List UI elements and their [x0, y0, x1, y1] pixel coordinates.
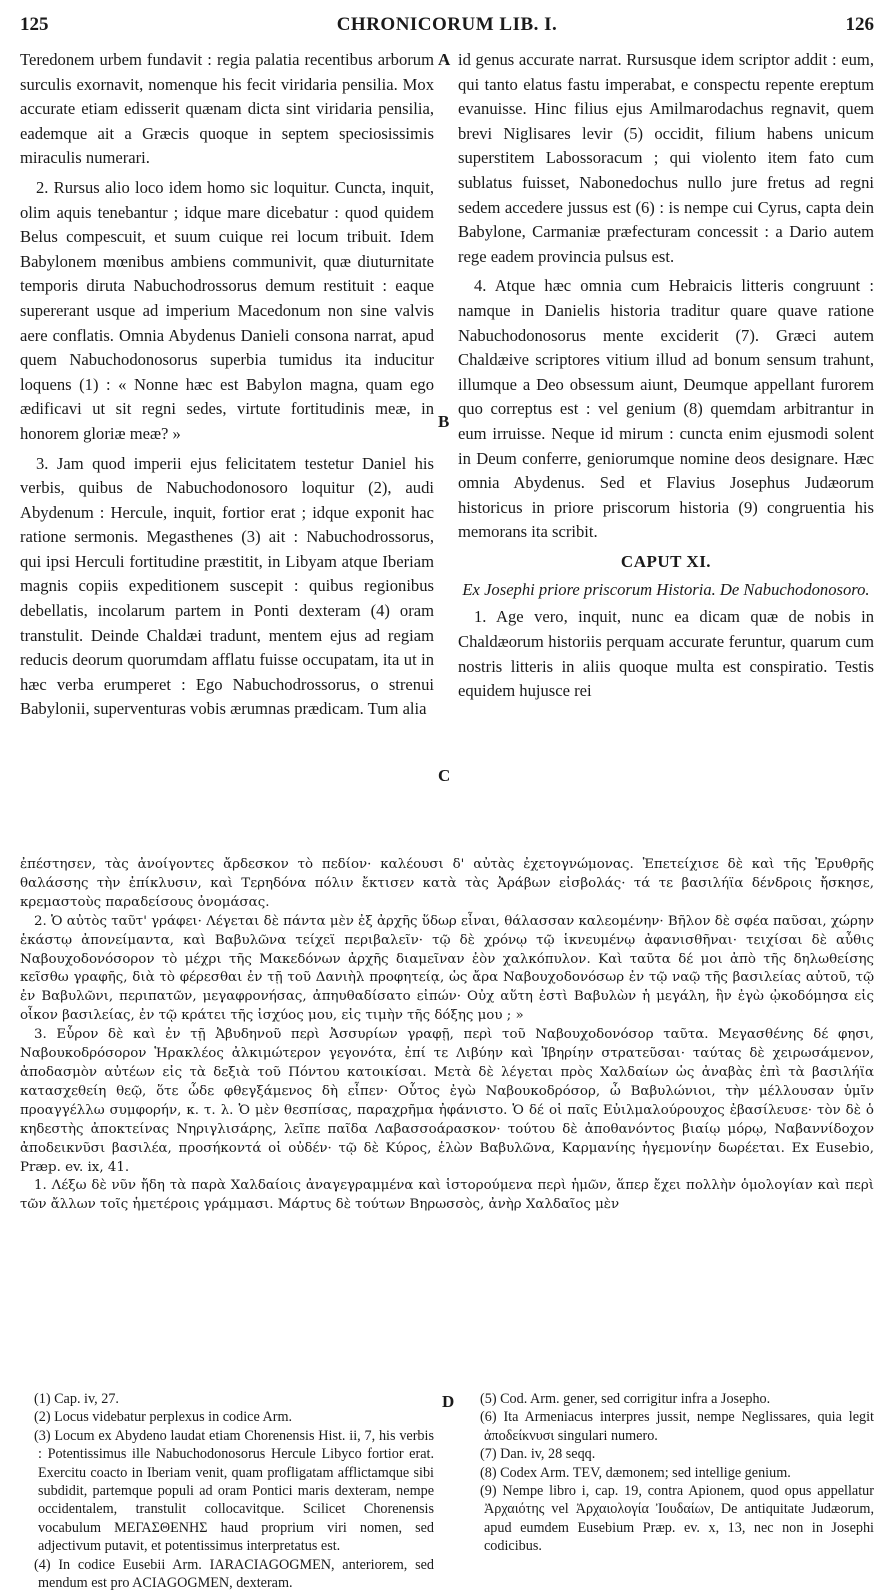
paragraph: id genus accurate narrat. Rursusque idem scriptor addit : eum, qui tanto elatus fastu imperabat, e conspectu repente ereptum evanuisse. Hinc filius ejus Amilmarodachus regnavit, quem brevi Niglisares levir (5) occidit, filium habens unicum superstitem Labossoracum ; qui violento item fato cum sublatus fuisset, Nabonedochus nullo jure fretus ad regni sedem accedere jussus est (6) : is nempe cui Cyrus, capta dein Babylone, Carmaniæ præfecturam concessit : a Dario autem rege eadem provincia pulsus est. [458, 50, 874, 266]
chapter-subtitle: Ex Josephi priore priscorum Historia. De Nabuchodonosoro. [462, 580, 870, 600]
chapter-title: CAPUT XI. [620, 551, 712, 571]
paragraph: 3. Jam quod imperii ejus felicitatem testetur Daniel his verbis, quibus de Nabuchodonosoro loquitur (2), audi Abydenum : Hercule, inquit, fortior erat ; idque exponit hac ratione sermonis. Megasthenes (3) ait : Nabuchodrossorus, qui ipsi Herculi fortitudine præstitit, in Libyam atque Iberiam magnis copiis expeditionem suscepit : quibus regionibus debellatis, incolarum partem in Ponti dexteram (4) oram transtulit. Deinde Chaldæi tradunt, mentem ejus ad regiam reducis deorum quorumdam afflatu fuisse occupatam, ita ut in hæc verba erumperet : Ego Nabuchodrossorus, o strenui Babylonii, superventuras vobis ærumnas prædicam. Tum alia [20, 453, 434, 719]
left-column [20, 48, 434, 727]
margin-marker-a: A [438, 50, 451, 69]
running-title: CHRONICORUM LIB. I. [336, 14, 558, 35]
margin-marker-c: C [438, 766, 451, 785]
page-number-left: 125 [20, 14, 49, 35]
footnote: (1) Cap. iv, 27. [34, 1391, 119, 1407]
right-column [458, 48, 874, 709]
footnote: (6) Ita Armeniacus interpres jussit, nempe Neglissares, quia legit ἀποδείκνυσι singulari numero. [480, 1409, 874, 1444]
page-number-right: 126 [845, 14, 874, 35]
footnote: (8) Codex Arm. TEV, dæmonem; sed intellige genium. [480, 1464, 791, 1481]
greek-text-block [20, 856, 874, 1215]
paragraph: 2. Rursus alio loco idem homo sic loquitur. Cuncta, inquit, olim aquis tenebantur ; idque mare dicebatur : quod quidem Belus compescuit, et suum cuique rei locum tribuit. Idem Babylonem mœnibus ambiens communivit, quæ diuturnitate temporis diruta Nabuchodrossorus demum restituit : eaque supererant usque ad imperium Macedonum non sine valvis aere conflatis. Omnia Abydenus Danieli consona narrat, apud quem Nabuchodonosorus superbia tumidus ita inducitur loquens (1) : « Nonne hæc est Babylon magna, quam ego ædificavi ut sit regni sedes, virtute fortitudinis meæ, in honorem gloriæ meæ? » [20, 177, 434, 443]
paragraph: 1. Age vero, inquit, nunc ea dicam quæ de nobis in Chaldæorum historiis perquam accurate feruntur, quarum cum nostris litteris in aliis quoque multa est conspiratio. Testis equidem hujusce rei [458, 607, 874, 701]
footnotes-left [20, 1390, 434, 1592]
margin-marker-b: B [438, 412, 450, 431]
margin-marker-d: D [442, 1392, 455, 1411]
footnote: (7) Dan. iv, 28 seqq. [480, 1446, 596, 1463]
greek-paragraph: 3. Εὗρον δὲ καὶ ἐν τῇ Ἀβυδηνοῦ περὶ Ἀσσυρίων γραφῇ, περὶ τοῦ Ναβουχοδονόσορ ταῦτα. Μεγασθένης δέ φησι, Ναβουκοδρόσορον Ἡρακλέος ἀλκιμώτερον γεγονότα, ἐπί τε Λιβύην καὶ Ἰβηρίην στρατεῦσαι· ταύτας δὲ χειρωσάμενον, ἀποδασμὸν αὐτέων εἰς τὰ δεξιὰ τοῦ Πόντου κατοικίσαι. Μετὰ δὲ λέγεται πρὸς Χαλδαίων ὡς ἀναβὰς ἐπὶ τὰ βασιλήϊα κατασχεθείη θεῷ, ὅτε ὧδε φθεγξάμενος δὴ εἶπεν· Οὗτος ἐγὼ Ναβουκοδρόσορ, ὦ Βαβυλώνιοι, τὴν μέλλουσαν ὑμῖν προαγγέλλω συμφορήν, κ. τ. λ. Ὁ μὲν θεσπίσας, παραχρῆμα ἠφάνιστο. Ὁ δέ οἱ παῖς Εὐιλμαλούρουχος ἐβασίλευσε· τὸν δὲ ὁ κηδεστὴς ἀποκτείνας Νηριγλισάρης, λεῖπε παῖδα Λαβασσοάρασκον· τούτου δὲ ἀποθανόντος βιαίῳ μόρῳ, Ναβαννίδοχον ἀποδεικνῦσι βασιλέα, προσήκοντά οἱ οὐδέν· τῷ δὲ Κύρος, ἑλὼν Βαβυλῶνα, Καρμανίης ἡγεμονίην δωρέεται. Ex Eusebio, Præp. ev. ix, 41. [20, 1027, 874, 1175]
greek-paragraph: 2. Ὁ αὐτὸς ταῦτ' γράφει· Λέγεται δὲ πάντα μὲν ἐξ ἀρχῆς ὕδωρ εἶναι, θάλασσαν καλεομένην· Βῆλον δὲ σφέα παῦσαι, χώρην ἑκάστῳ ἀπονείμαντα, καὶ Βαβυλῶνα τείχεϊ περιβαλεῖν· τῷ δὲ χρόνῳ τῷ ἱκνευμένῳ ἀφανισθῆναι· τειχίσαι δὲ αὖθις Ναβουχοδονόσορον τὸ μέχρι τῆς Μακεδόνων ἀρχῆς διαμεῖναν ἐὸν χαλκόπυλον. Καὶ ταῦτα δέ μοι ἀπὸ τῆς δηλωθείσης κεῖσθω γραφῆς, διὰ τὸ φέρεσθαι ἐν τῇ τοῦ Δανιὴλ προφητείᾳ, ὡς ἄρα Ναβουχοδονόσωρ ἐν τῷ ναῷ τῆς βασιλείας αὐτοῦ, τῷ ἐν Βαβυλῶνι, περιπατῶν, μεγαφρονήσας, ἀπηυθαδίσατο εἰπών· Οὐχ αὕτη ἐστὶ Βαβυλὼν ἡ μεγάλη, ἣν ἐγὼ ᾠκοδόμησα εἰς οἶκον βασιλείας, ἐν τῷ κράτει τῆς ἰσχύος μου, εἰς τιμὴν τῆς δόξης μου ; » [20, 913, 874, 1024]
page-header [20, 14, 874, 42]
footnote: (9) Nempe libro i, cap. 19, contra Apionem, quod opus appellatur Ἀρχαιότης vel Ἀρχαιολογία Ἰουδαίων, De antiquitate Judæorum, apud eumdem Eusebium Præp. ev. x, 13, nec non in Josephi codicibus. [480, 1483, 874, 1555]
footnote: (5) Cod. Arm. gener, sed corrigitur infra a Josepho. [480, 1391, 771, 1407]
footnote: (3) Locum ex Abydeno laudat etiam Chorenensis Hist. ii, 7, his verbis : Potentissimus ille Nabuchodonosorus Hercule Libyco fortior erat. Exercitu coacto in Iberiam venit, quam profligatam afflictamque sibi subdidit, partemque populi ad oram Pontici maris dexteram, nempe occidentalem, transtulit collocavitque. Scilicet Chorenensis vocabulum ΜΕΓΑΣΘΕΝΗΣ haud proprium viri nomen, sed adjectivum putavit, et potentissimus interpretatus est. [34, 1427, 434, 1555]
footnote: (4) In codice Eusebii Arm. IARACIAGOGMEN, anteriorem, sed mendum est pro ACIAGOGMEN, dexteram. [34, 1556, 434, 1592]
greek-paragraph: ἐπέστησεν, τὰς ἀνοίγοντες ἄρδεσκον τὸ πεδίον· καλέουσι δ' αὐτὰς ἐχετογνώμονας. Ἐπετείχισε δὲ καὶ τῆς Ἐρυθρῆς θαλάσσης τὴν ἐπίκλυσιν, καὶ Τερηδόνα πόλιν ἔκτισεν κατὰ τὰς Ἀράβων εἰσβολάς· τά τε βασιλήϊα δένδροις ἤσκησε, κρεμαστοὺς παραδείσους ὀνομάσας. [20, 857, 874, 910]
footnotes-right [466, 1390, 874, 1556]
paragraph: 4. Atque hæc omnia cum Hebraicis litteris congruunt : namque in Danielis historia traditur quare quave ratione Nabuchodonosorus mente exciderit (7). Græci autem Chaldæive scriptores vitium illud ad bonum sensum trahunt, illumque a Deo obsessum aiunt, Deumque appellant furorem quo correptus est : vel genium (8) quemdam arbitrantur in eum irruisse. Neque id mirum : cuncta enim ejusmodi solent in Deum conferre, geniorumque nomine deos designare. Hæc omnia Abydenus. Sed et Flavius Josephus Judæorum historicus in priore priscorum historia (9) congruentia his memorans ita scribit. [458, 276, 874, 542]
greek-paragraph: 1. Λέξω δὲ νῦν ἤδη τὰ παρὰ Χαλδαίοις ἀναγεγραμμένα καὶ ἱστορούμενα περὶ ἡμῶν, ἅπερ ἔχει πολλὴν ὁμολογίαν καὶ περὶ τῶν ἄλλων τοῖς ἡμετέροις γράμμασι. Μάρτυς δὲ τούτων Βηρωσσὸς, ἀνὴρ Χαλδαῖος μὲν [20, 1178, 874, 1213]
footnote: (2) Locus videbatur perplexus in codice Arm. [34, 1409, 293, 1426]
paragraph: Teredonem urbem fundavit : regia palatia recentibus arborum surculis exornavit, nomenque his fecit viridaria pensilia. Mox accurate etiam edisserit quænam dicta sint viridaria pensilia, eademque ait a Græcis quoque in septem speciosissimis miraculis numerari. [20, 50, 434, 168]
